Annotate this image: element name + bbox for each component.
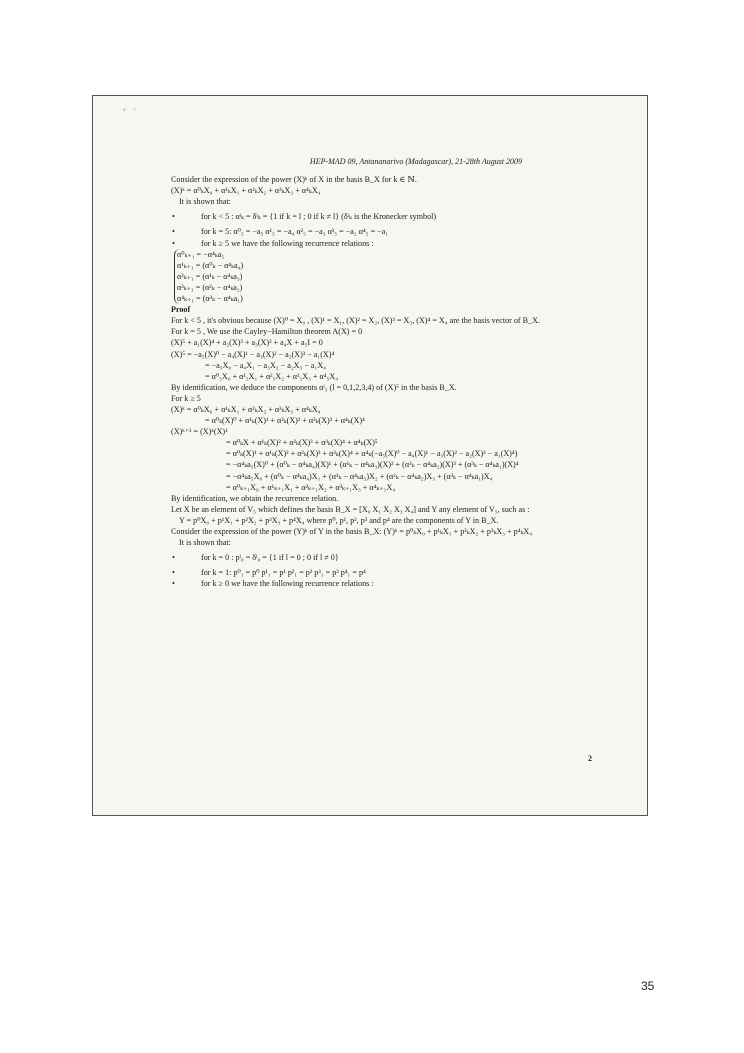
- bullet-item: [171, 552, 621, 563]
- text-line: Consider the expression of the power (Y)ᵏ of Y in the basis B_X: (Y)ᵏ = p⁰ₖX₀ + p¹ₖX₁ + p²ₖX₂ + p³ₖX₃ + p⁴ₖX₄: [171, 527, 533, 536]
- equation: = −a₅X₀ − a₄X₁ − a₃X₂ − a₂X₃ − a₁X₄: [205, 360, 327, 370]
- equation: Y = p⁰X₀ + p¹X₁ + p²X₂ + p³X₃ + p⁴X₄ where p⁰, p¹, p², p³ and p⁴ are the components of Y in B_X.: [179, 515, 499, 525]
- text-line: It is shown that:: [179, 197, 231, 207]
- equation: (X)ᵏ⁺¹ = (X)ᵏ(X)¹: [171, 427, 228, 437]
- equation: = α⁰ₖX + α¹ₖ(X)² + α²ₖ(X)³ + α³ₖ(X)⁴ + α⁴ₖ(X)⁵: [226, 438, 378, 448]
- bullet-text: for k < 5 : αˡₖ = δˡₖ = {1 if k = l ; 0 if k ≠ l} (δˡₖ is the Kronecker symbol): [201, 212, 437, 222]
- bullet-text: for k ≥ 5 we have the following recurrence relations :: [201, 238, 374, 248]
- bullet-text: for k = 1: p⁰₁ = p⁰ p¹₁ = p¹ p²₁ = p² p³₁ = p³ p⁴₁ = p⁴: [201, 568, 366, 578]
- text-line: For k ≥ 5: [171, 393, 201, 403]
- equation: = −α⁴ₖa₅X₀ + (α⁰ₖ − α⁴ₖa₄)X₁ + (α¹ₖ − α⁴ₖa₃)X₂ + (α²ₖ − α⁴ₖa₂)X₃ + (α³ₖ − α⁴ₖa₁)X₄: [226, 471, 493, 481]
- bullet-icon: •: [172, 238, 175, 248]
- recurrence-equation: α⁰ₖ₊₁ = −α⁴ₖa₅: [177, 249, 225, 259]
- text-line: By identification, we deduce the components αˡ₅ (l = 0,1,2,3,4) of (X)⁵ in the basis B_X.: [171, 382, 457, 392]
- bullet-icon: •: [172, 212, 175, 222]
- text-line: For k < 5 , it's obvious because (X)⁰ = X₀ , (X)¹ = X₁, (X)² = X₂, (X)³ = X₃, (X)⁴ = X₄ are the basis vector of B_X.: [171, 316, 540, 326]
- equation: = α⁰ₖ₊₁X₀ + α¹ₖ₊₁X₁ + α²ₖ₊₁X₂ + α³ₖ₊₁X₃ + α⁴ₖ₊₁X₄: [226, 482, 396, 492]
- bullet-text: for k = 0 : pˡ₀ = δˡ₀ = {1 if l = 0 ; 0 if l ≠ 0}: [201, 553, 339, 563]
- bullet-item: [171, 238, 621, 249]
- proof-heading: Proof: [171, 305, 191, 315]
- recurrence-equation: α²ₖ₊₁ = (α¹ₖ − α⁴ₖa₃): [177, 271, 243, 281]
- text-line: By identification, we obtain the recurrence relation.: [171, 493, 339, 503]
- bullet-icon: •: [172, 579, 175, 589]
- recurrence-equation: α¹ₖ₊₁ = (α⁰ₖ − α⁴ₖa₄): [177, 260, 244, 270]
- recurrence-equation: α⁴ₖ₊₁ = (α³ₖ − α⁴ₖa₁): [177, 294, 243, 304]
- equation: (X)⁵ + a₁(X)⁴ + a₂(X)³ + a₃(X)² + a₄X + a₅I = 0: [171, 338, 323, 348]
- bullet-item: [171, 567, 621, 578]
- scan-page-number: 2: [588, 754, 592, 763]
- bullet-item: [171, 211, 621, 222]
- text-line: It is shown that:: [179, 538, 231, 548]
- bullet-icon: •: [172, 227, 175, 237]
- equation: = −α⁴ₖa₅(X)⁰ + (α⁰ₖ − α⁴ₖa₄)(X)¹ + (α¹ₖ − α⁴ₖa₃)(X)² + (α²ₖ − α⁴ₖa₂)(X)³ + (α³ₖ − α⁴ₖa₁)(X)⁴: [226, 460, 519, 470]
- text-line: Consider the expression of the power (X)ᵏ of X in the basis B_X for k ∈ ℕ.: [171, 175, 417, 185]
- text-line: For k = 5 , We use the Cayley−Hamilton theorem A(X) = 0: [171, 327, 363, 337]
- equation: (X)ᵏ = α⁰ₖX₀ + α¹ₖX₁ + α²ₖX₂ + α³ₖX₃ + α⁴ₖX₄: [171, 186, 321, 196]
- bullet-icon: •: [172, 553, 175, 563]
- scan-artifact-mark: ⸗ ◦: [123, 104, 136, 114]
- bullet-item: [171, 578, 621, 589]
- scanned-page: [92, 95, 648, 816]
- recurrence-equation: α³ₖ₊₁ = (α²ₖ − α⁴ₖa₂): [177, 282, 243, 292]
- bullet-item: [171, 226, 621, 237]
- equation: = α⁰ₖ(X)⁰ + α¹ₖ(X)¹ + α²ₖ(X)² + α³ₖ(X)³ + α⁴ₖ(X)⁴: [205, 416, 365, 426]
- page-content: [171, 156, 621, 589]
- equation: = α⁰ₖ(X)¹ + α¹ₖ(X)² + α²ₖ(X)³ + α³ₖ(X)⁴ + α⁴ₖ(−a₅(X)⁰ − a₄(X)¹ − a₃(X)² − a₂(X)³ − a₁(X)⁴): [226, 449, 518, 459]
- equation: (X)ᵏ = α⁰ₖX₀ + α¹ₖX₁ + α²ₖX₂ + α³ₖX₃ + α⁴ₖX₄: [171, 404, 321, 414]
- text-line: Let X be an element of V₅ which defines the basis B_X = [X₀ X₁ X₂ X₃ X₄] and Y any element of V₅, such as :: [171, 504, 530, 514]
- running-header: HEP-MAD 09, Antananarivo (Madagascar), 21-28th August 2009: [309, 157, 523, 166]
- bullet-icon: •: [172, 568, 175, 578]
- page-number: 35: [641, 979, 655, 993]
- equation: = α⁰₅X₀ + α¹₅X₁ + α²₅X₂ + α³₅X₃ + α⁴₅X₄: [205, 371, 339, 381]
- bullet-text: for k = 5: α⁰₅ = −a₅ α¹₅ = −a₄ α²₅ = −a₃ α³₅ = −a₂ α⁴₅ = −a₁: [201, 227, 389, 237]
- bullet-text: for k ≥ 0 we have the following recurrence relations :: [201, 579, 374, 589]
- recurrence-system: [174, 249, 621, 304]
- equation: (X)⁵ = −a₅(X)⁰ − a₄(X)¹ − a₃(X)² − a₂(X)³ − a₁(X)⁴: [171, 349, 335, 359]
